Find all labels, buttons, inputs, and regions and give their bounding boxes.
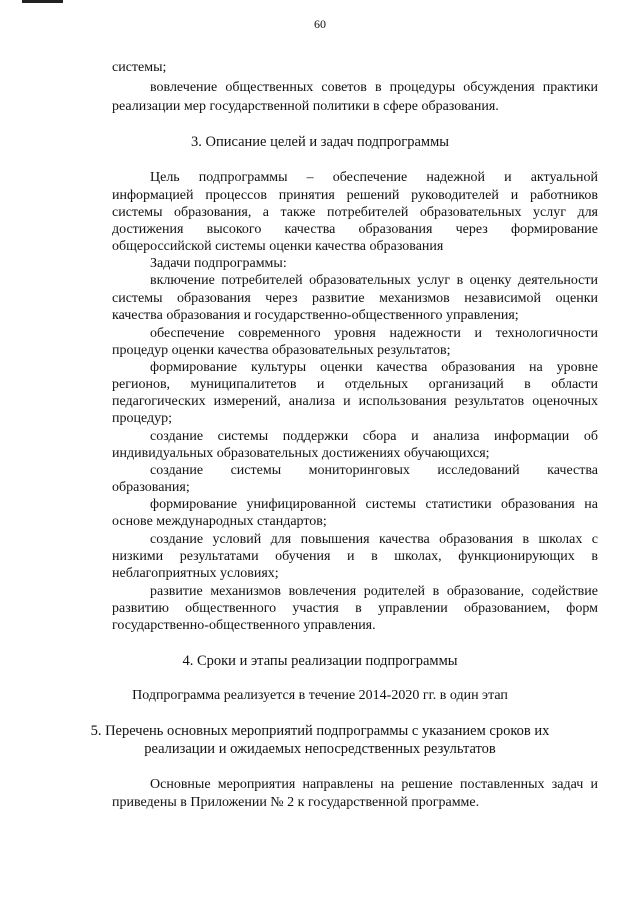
- text-line: вовлечение общественных советов в процедуры обсуждения практики: [150, 80, 598, 95]
- text-line: системы образования, а также потребителей образовательных услуг для: [112, 205, 598, 220]
- text-line: достижения высокого качества образования через формирование: [112, 222, 598, 237]
- text-line: системы образования через развитие механизмов независимой оценки: [112, 291, 598, 306]
- text-line: основе международных стандартов;: [112, 514, 327, 529]
- text-line: формирование унифицированной системы статистики образования на: [150, 497, 598, 512]
- text-line: системы;: [112, 60, 167, 75]
- text-line: педагогических измерений, анализа и использования результатов оценочных: [112, 394, 598, 409]
- text-line: реализации мер государственной политики в сфере образования.: [112, 99, 499, 114]
- text-line: Цель подпрограммы – обеспечение надежной и актуальной: [150, 170, 598, 185]
- scan-mark: [22, 0, 63, 3]
- text-line: качества образования и государственно-общественного управления;: [112, 308, 519, 323]
- text-line: образования;: [112, 480, 190, 495]
- text-line: низкими результатами обучения и в школах, функционирующих в: [112, 549, 598, 564]
- text-line: процедур;: [112, 411, 173, 426]
- text-line: формирование культуры оценки качества образования на уровне: [150, 360, 598, 375]
- text-line: государственно-общественного управления.: [112, 618, 376, 633]
- text-line: создание системы мониторинговых исследований качества: [150, 463, 598, 478]
- text-line: Основные мероприятия направлены на решение поставленных задач и: [150, 777, 598, 792]
- text-line: приведены в Приложении № 2 к государственной программе.: [112, 795, 480, 810]
- section-heading-4: 4. Сроки и этапы реализации подпрограммы: [182, 653, 458, 669]
- text-line: создание системы поддержки сбора и анализа информации об: [150, 429, 598, 444]
- text-line: создание условий для повышения качества образования в школах с: [150, 532, 598, 547]
- text-line: неблагоприятных условиях;: [112, 566, 279, 581]
- text-line: развитие механизмов вовлечения родителей в образование, содействие: [150, 584, 598, 599]
- text-line: процедур оценки качества образовательных результатов;: [112, 343, 451, 358]
- text-line: индивидуальных образовательных достижениях обучающихся;: [112, 446, 490, 461]
- text-line: развитию общественного участия в управлении образованием, форм: [112, 601, 598, 616]
- section-heading-5-cont: реализации и ожидаемых непосредственных результатов: [144, 741, 496, 757]
- text-line: включение потребителей образовательных услуг в оценку деятельности: [150, 273, 598, 288]
- text-line: обеспечение современного уровня надежности и технологичности: [150, 326, 598, 341]
- page-number: 60: [314, 17, 326, 31]
- section-heading-5: 5. Перечень основных мероприятий подпрограммы с указанием сроков их: [90, 723, 550, 739]
- text-line: Подпрограмма реализуется в течение 2014-2020 гг. в один этап: [132, 688, 508, 703]
- text-line: общероссийской системы оценки качества образования: [112, 239, 444, 254]
- text-line: Задачи подпрограммы:: [150, 256, 287, 271]
- text-line: информацией процессов принятия решений руководителей и работников: [112, 188, 598, 203]
- text-line: регионов, муниципалитетов и отдельных организаций в области: [112, 377, 598, 392]
- section-heading-3: 3. Описание целей и задач подпрограммы: [190, 134, 450, 150]
